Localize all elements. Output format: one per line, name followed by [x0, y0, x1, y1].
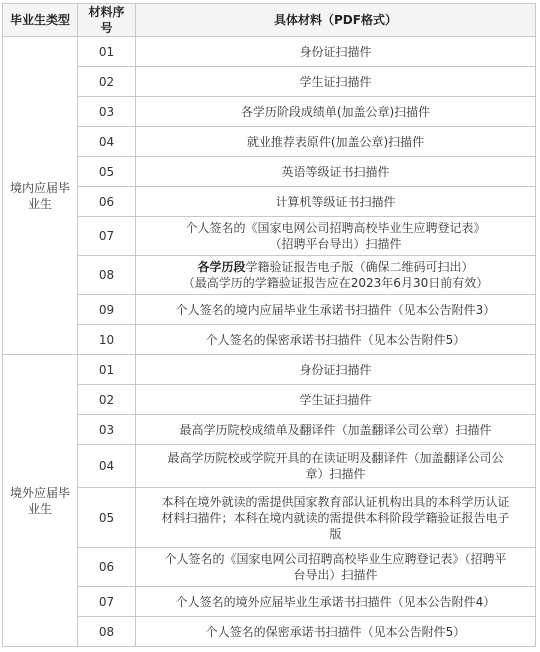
- material-number-cell: 05: [78, 488, 136, 548]
- material-detail-cell: [136, 445, 536, 488]
- table-row: [3, 445, 536, 488]
- material-detail-cell: [136, 256, 536, 295]
- material-line: [142, 332, 529, 348]
- material-text: 就业推荐表原件(加盖公章)扫描件: [246, 134, 425, 149]
- material-emphasis: 各学历段: [197, 260, 246, 274]
- material-line: [142, 220, 529, 236]
- header-material-number: 材料序号: [78, 4, 136, 37]
- material-text: 台导出）扫描件: [293, 568, 378, 582]
- material-line: [142, 302, 529, 318]
- material-text: 个人签名的境外应届毕业生承诺书扫描件（见本公告附件4）: [175, 594, 496, 609]
- material-number-cell: 03: [78, 415, 136, 445]
- material-text: 个人签名的境内应届毕业生承诺书扫描件（见本公告附件3）: [175, 302, 496, 317]
- table-row: [3, 67, 536, 97]
- material-text: 章）扫描件: [305, 467, 366, 481]
- material-text: 个人签名的保密承诺书扫描件（见本公告附件5）: [205, 332, 466, 347]
- material-text: 个人签名的保密承诺书扫描件（见本公告附件5）: [205, 624, 466, 639]
- table-row: [3, 548, 536, 587]
- material-detail-cell: [136, 97, 536, 127]
- graduate-type-cell: 境内应届毕业生: [3, 37, 78, 355]
- table-body: [3, 37, 536, 647]
- material-number-cell: 07: [78, 587, 136, 617]
- material-text: 英语等级证书扫描件: [281, 164, 390, 179]
- material-detail-cell: [136, 295, 536, 325]
- material-detail-cell: [136, 127, 536, 157]
- material-text: 学生证扫描件: [299, 74, 372, 89]
- material-line: [142, 259, 529, 275]
- material-line: [142, 624, 529, 640]
- material-line: [142, 422, 529, 438]
- material-text: 身份证扫描件: [299, 44, 372, 59]
- material-number-cell: 02: [78, 67, 136, 97]
- material-line: [142, 194, 529, 210]
- material-text: 学生证扫描件: [299, 392, 372, 407]
- table-row: [3, 587, 536, 617]
- material-detail-cell: [136, 217, 536, 256]
- table-row: [3, 256, 536, 295]
- material-number-cell: 01: [78, 355, 136, 385]
- material-number-cell: 06: [78, 548, 136, 587]
- material-detail-cell: [136, 355, 536, 385]
- material-text: 学籍验证报告电子版（确保二维码可扫出）: [245, 260, 474, 274]
- header-row: [3, 4, 536, 37]
- material-detail-cell: [136, 617, 536, 647]
- material-line: [142, 104, 529, 120]
- material-line: [142, 275, 529, 291]
- table-row: [3, 617, 536, 647]
- material-number-cell: 04: [78, 445, 136, 488]
- material-number-cell: 07: [78, 217, 136, 256]
- material-number-cell: 05: [78, 157, 136, 187]
- material-detail-cell: [136, 385, 536, 415]
- material-line: [142, 494, 529, 510]
- material-number-cell: 04: [78, 127, 136, 157]
- material-line: [142, 236, 529, 252]
- material-line: [142, 526, 529, 542]
- material-detail-cell: [136, 157, 536, 187]
- material-text: 个人签名的《国家电网公司招聘高校毕业生应聘登记表》（招聘平: [164, 552, 507, 566]
- material-text: 身份证扫描件: [299, 362, 372, 377]
- material-line: [142, 466, 529, 482]
- material-number-cell: 02: [78, 385, 136, 415]
- material-line: [142, 362, 529, 378]
- material-text: 材料扫描件；本科在境内就读的需提供本科阶段学籍验证报告电子: [161, 510, 510, 525]
- material-detail-cell: [136, 488, 536, 548]
- material-line: [142, 510, 529, 526]
- table-row: [3, 217, 536, 256]
- header-graduate-type: 毕业生类型: [3, 4, 78, 37]
- material-text: （招聘平台导出）扫描件: [269, 237, 402, 251]
- material-detail-cell: [136, 587, 536, 617]
- table-row: [3, 385, 536, 415]
- material-line: [142, 567, 529, 583]
- table-row: [3, 97, 536, 127]
- material-text: （最高学历的学籍验证报告应在2023年6月30日前有效）: [182, 276, 489, 290]
- table-row: [3, 187, 536, 217]
- material-line: [142, 392, 529, 408]
- material-text: 各学历阶段成绩单(加盖公章)扫描件: [240, 104, 431, 119]
- material-line: [142, 44, 529, 60]
- material-detail-cell: [136, 67, 536, 97]
- material-detail-cell: [136, 548, 536, 587]
- material-detail-cell: [136, 415, 536, 445]
- table-row: [3, 127, 536, 157]
- table-row: [3, 295, 536, 325]
- material-line: [142, 134, 529, 150]
- material-line: [142, 450, 529, 466]
- material-text: 本科在境外就读的需提供国家教育部认证机构出具的本科学历认证: [161, 494, 510, 509]
- material-number-cell: 10: [78, 325, 136, 355]
- table-row: [3, 415, 536, 445]
- material-text: 计算机等级证书扫描件: [275, 194, 396, 209]
- material-text: 最高学历院校成绩单及翻译件（加盖翻译公司公章）扫描件: [179, 422, 492, 437]
- material-text: 版: [329, 526, 342, 541]
- materials-table: [2, 3, 536, 647]
- material-line: [142, 74, 529, 90]
- table-row: [3, 488, 536, 548]
- table-row: [3, 37, 536, 67]
- material-number-cell: 01: [78, 37, 136, 67]
- material-text: 个人签名的《国家电网公司招聘高校毕业生应聘登记表》: [185, 221, 486, 235]
- material-number-cell: 09: [78, 295, 136, 325]
- material-text: 最高学历院校或学院开具的在读证明及翻译件（加盖翻译公司公: [167, 451, 504, 465]
- material-detail-cell: [136, 325, 536, 355]
- material-detail-cell: [136, 37, 536, 67]
- material-line: [142, 594, 529, 610]
- material-number-cell: 03: [78, 97, 136, 127]
- header-material-detail: 具体材料（PDF格式）: [136, 4, 536, 37]
- table-row: [3, 355, 536, 385]
- material-number-cell: 08: [78, 256, 136, 295]
- material-number-cell: 06: [78, 187, 136, 217]
- material-number-cell: 08: [78, 617, 136, 647]
- graduate-type-cell: 境外应届毕业生: [3, 355, 78, 647]
- table-row: [3, 325, 536, 355]
- material-detail-cell: [136, 187, 536, 217]
- material-line: [142, 164, 529, 180]
- material-line: [142, 551, 529, 567]
- table-row: [3, 157, 536, 187]
